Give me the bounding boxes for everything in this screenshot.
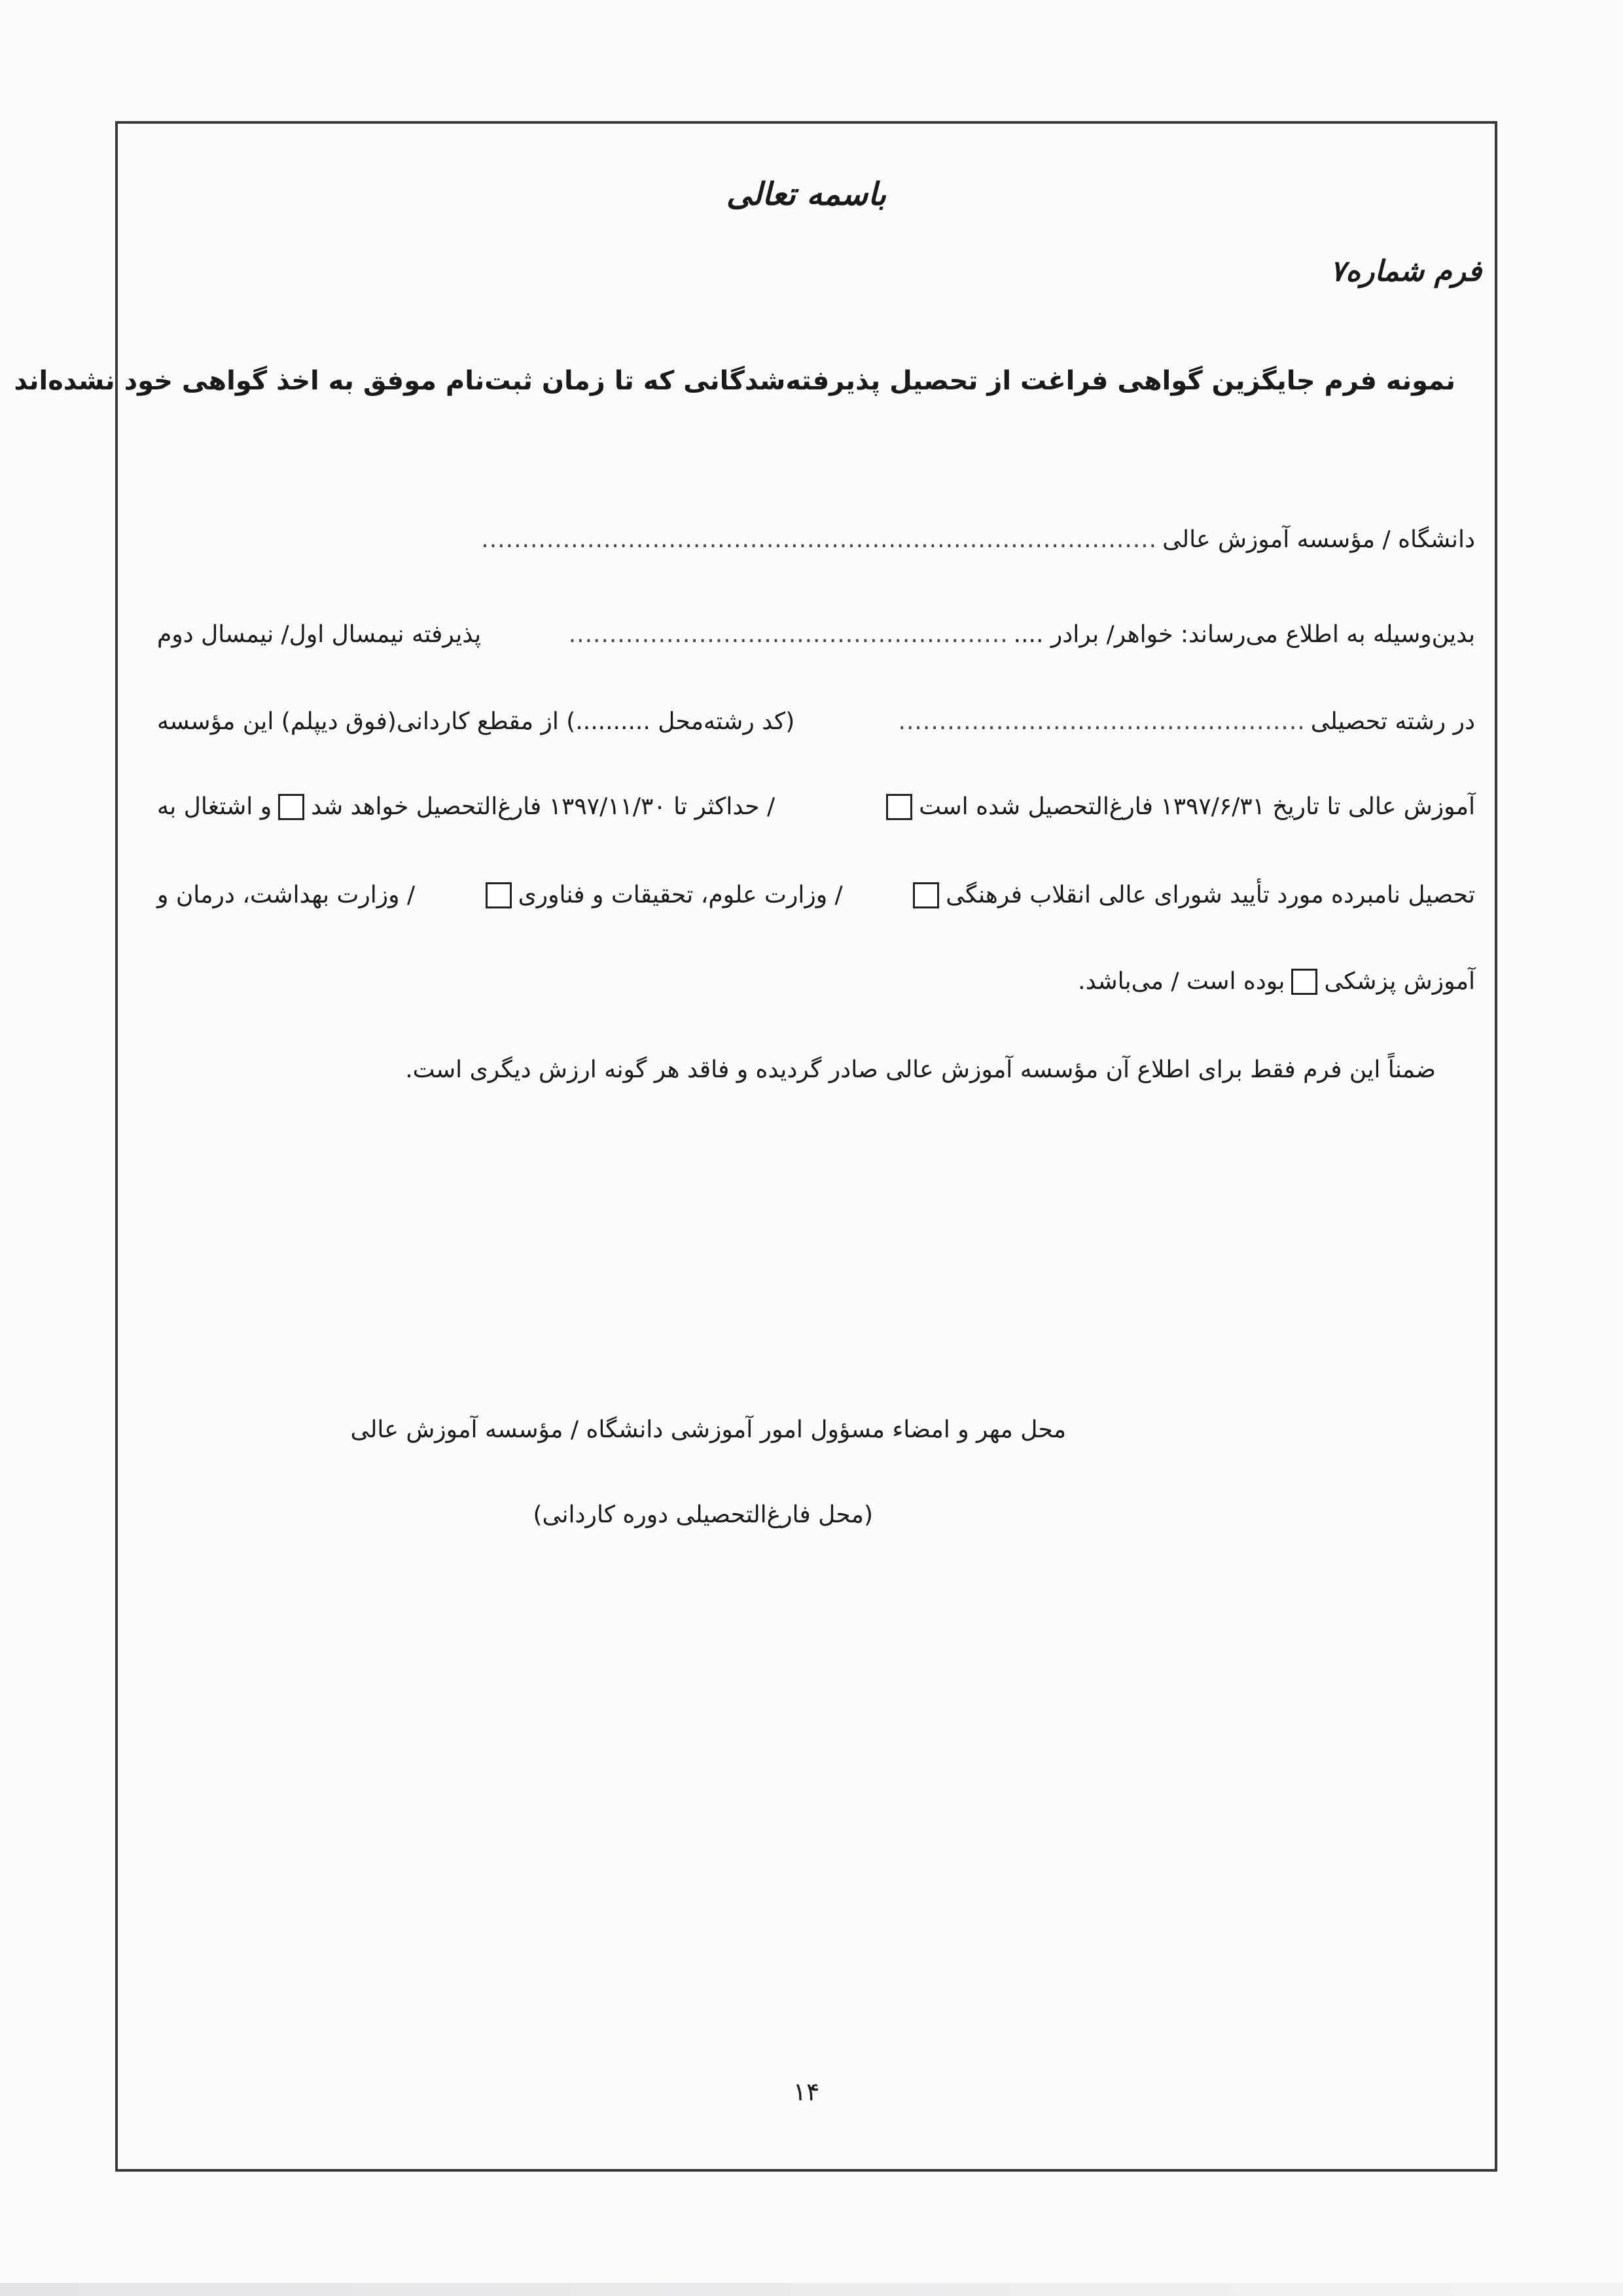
- student-name-blank[interactable]: ......................................................: [568, 621, 1008, 648]
- semester-text: پذیرفته نیمسال اول/ نیمسال دوم: [157, 621, 482, 648]
- form-frame: [14, 121, 1497, 2172]
- university-blank[interactable]: ...................................................................................: [481, 526, 1158, 553]
- health-ministry-text: / وزارت بهداشت، درمان و: [157, 882, 416, 908]
- will-graduate-checkbox[interactable]: [278, 794, 304, 820]
- field-code-text: (کد رشته‌محل ..........) از مقطع کاردانی(فوق دیپلم) این مؤسسه: [157, 708, 795, 735]
- science-ministry-text: / وزارت علوم، تحقیقات و فناوری: [518, 882, 843, 908]
- cultural-council-checkbox[interactable]: [913, 882, 939, 908]
- graduated-checkbox[interactable]: [886, 794, 912, 820]
- intro-text: بدین‌وسیله به اطلاع می‌رساند: خواهر/ برادر ....: [1013, 621, 1475, 648]
- basmala-heading: باسمه تعالی: [726, 176, 887, 213]
- status-text: بوده است / می‌باشد.: [1078, 968, 1285, 995]
- disclaimer-note: ضمناً این فرم فقط برای اطلاع آن مؤسسه آموزش عالی صادر گردیده و فاقد هر گونه ارزش دیگری است.: [405, 1056, 1436, 1083]
- will-graduate-text: / حداکثر تا ۱۳۹۷/۱۱/۳۰ فارغ‌التحصیل خواهد شد: [311, 793, 776, 820]
- page-number: ۱۴: [793, 2077, 820, 2106]
- student-line: [157, 621, 1475, 648]
- graduated-text: آموزش عالی تا تاریخ ۱۳۹۷/۶/۳۱ فارغ‌التحصیل شده است: [919, 793, 1475, 820]
- field-label: در رشته تحصیلی: [1310, 708, 1475, 735]
- health-ministry-checkbox[interactable]: [1291, 969, 1317, 995]
- signature-sublabel: (محل فارغ‌التحصیلی دوره کاردانی): [533, 1501, 873, 1528]
- graduation-line: [157, 793, 1475, 820]
- medical-education-text: آموزش پزشکی: [1324, 968, 1475, 995]
- university-line: [157, 526, 1475, 553]
- medical-line: [157, 968, 1475, 995]
- field-blank[interactable]: ..................................................: [898, 708, 1306, 735]
- form-title: نمونه فرم جایگزین گواهی فراغت از تحصیل پذیرفته‌شدگانی که تا زمان ثبت‌نام موفق به اخذ گواهی خود نشده‌اند: [14, 366, 1455, 396]
- approval-line: [157, 882, 1475, 908]
- scan-footer-strip: [0, 2283, 1623, 2296]
- form-number: فرم شماره۷: [1330, 255, 1482, 288]
- field-line: [157, 708, 1475, 735]
- continuation-text: و اشتغال به: [157, 793, 272, 820]
- university-label: دانشگاه / مؤسسه آموزش عالی: [1162, 526, 1475, 553]
- form-content: [14, 124, 1495, 2169]
- science-ministry-checkbox[interactable]: [486, 882, 512, 908]
- signature-label: محل مهر و امضاء مسؤول امور آموزشی دانشگاه / مؤسسه آموزش عالی: [350, 1416, 1066, 1443]
- cultural-council-text: تحصیل نامبرده مورد تأیید شورای عالی انقلاب فرهنگی: [946, 882, 1475, 908]
